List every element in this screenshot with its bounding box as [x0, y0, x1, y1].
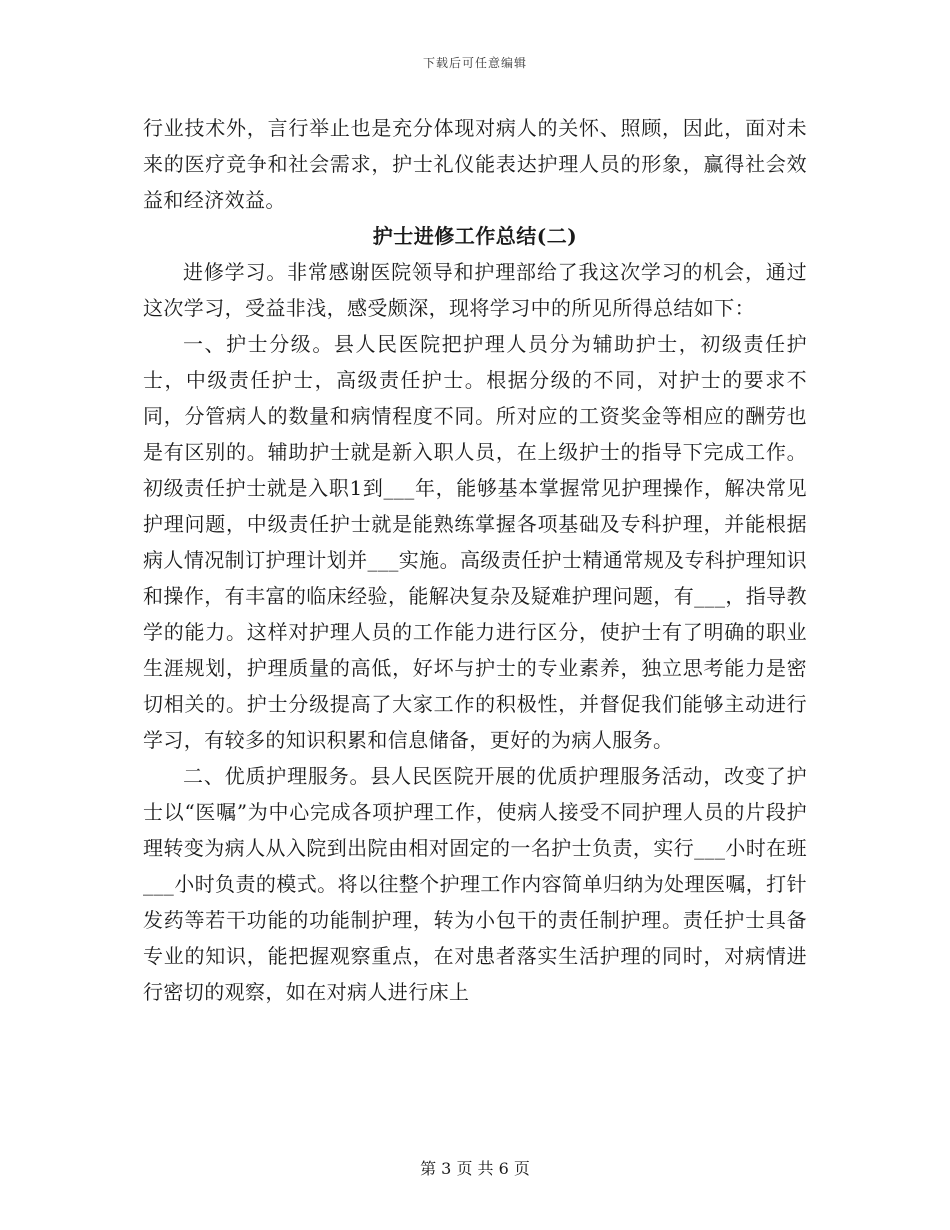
- document-body: [143, 110, 807, 1010]
- paragraph-intro: 进修学习。非常感谢医院领导和护理部给了我这次学习的机会，通过这次学习，受益非浅，感受颇深，现将学习中的所见所得总结如下：: [143, 260, 807, 320]
- page-number: 第 3 页 共 6 页: [420, 1159, 530, 1178]
- section-title: 护士进修工作总结(二): [372, 224, 578, 248]
- paragraph-continuation: 行业技术外，言行举止也是充分体现对病人的关怀、照顾，因此，面对未来的医疗竞争和社会需求，护士礼仪能表达护理人员的形象，赢得社会效益和经济效益。: [143, 116, 807, 212]
- paragraph-nurse-grading: 一、护士分级。县人民医院把护理人员分为辅助护士，初级责任护士，中级责任护士，高级责任护士。根据分级的不同，对护士的要求不同，分管病人的数量和病情程度不同。所对应的工资奖金等相应的酬劳也是有区别的。辅助护士就是新入职人员，在上级护士的指导下完成工作。初级责任护士就是入职1到___年，能够基本掌握常见护理操作，解决常见护理问题，中级责任护士就是能熟练掌握各项基础及专科护理，并能根据病人情况制订护理计划并___实施。高级责任护士精通常规及专科护理知识和操作，有丰富的临床经验，能解决复杂及疑难护理问题，有___，指导教学的能力。这样对护理人员的工作能力进行区分，使护士有了明确的职业生涯规划，护理质量的高低，好坏与护士的专业素养，独立思考能力是密切相关的。护士分级提高了大家工作的积极性，并督促我们能够主动进行学习，有较多的知识积累和信息储备，更好的为病人服务。: [143, 332, 807, 752]
- page-header-note: 下载后可任意编辑: [422, 56, 527, 70]
- paragraph-quality-nursing: 二、优质护理服务。县人民医院开展的优质护理服务活动，改变了护士以“医嘱”为中心完成各项护理工作，使病人接受不同护理人员的片段护理转变为病人从入院到出院由相对固定的一名护士负责，实行___小时在班___小时负责的模式。将以往整个护理工作内容简单归纳为处理医嘱，打针发药等若干功能的功能制护理，转为小包干的责任制护理。责任护士具备专业的知识，能把握观察重点，在对患者落实生活护理的同时，对病情进行密切的观察，如在对病人进行床上: [143, 764, 807, 1004]
